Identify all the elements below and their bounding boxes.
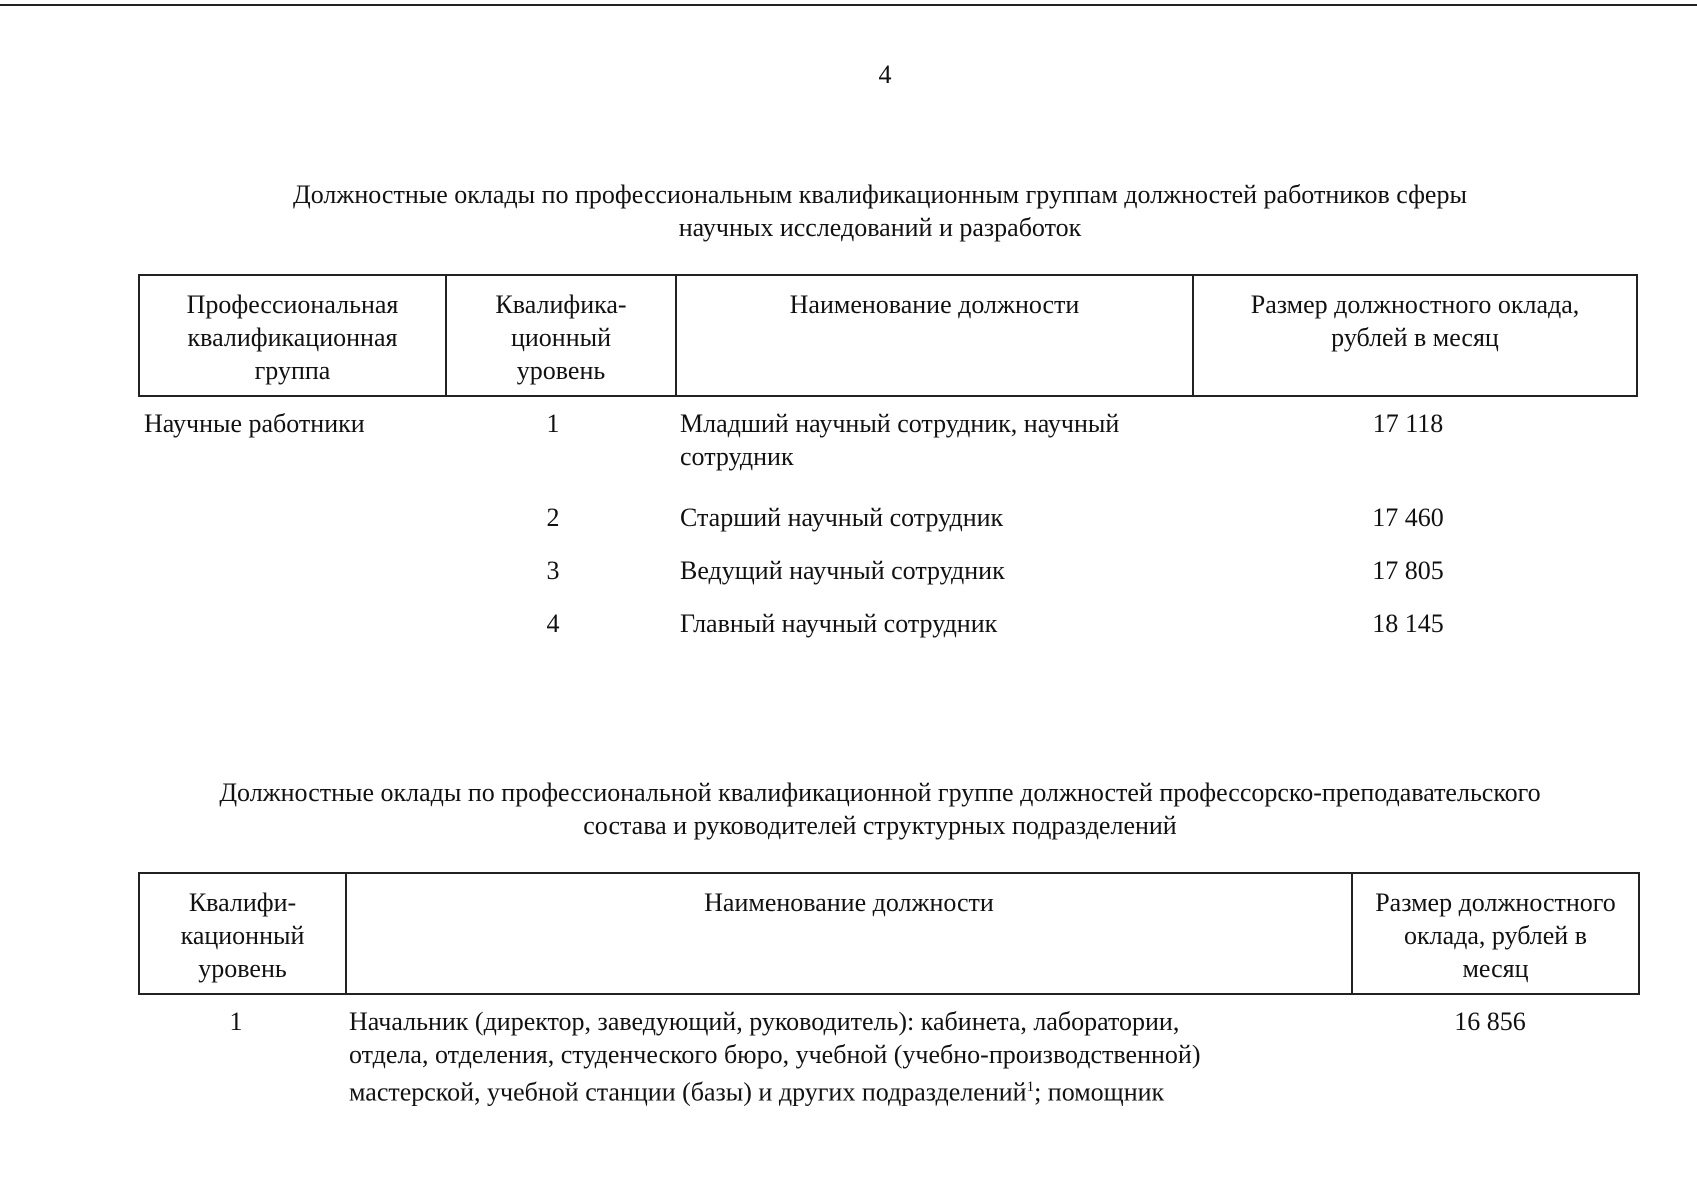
row-position xyxy=(680,407,1200,473)
header-position xyxy=(347,874,1353,993)
header-line: уровень xyxy=(516,356,606,385)
row-position: Старший научный сотрудник xyxy=(680,503,1004,532)
position-line: Начальник (директор, заведующий, руководитель): кабинета, лаборатории, xyxy=(349,1007,1180,1036)
header-line: Наименование должности xyxy=(789,290,1080,319)
header-line: Квалифи- xyxy=(188,888,297,917)
position-line-last xyxy=(349,1071,1349,1109)
header-salary xyxy=(1194,276,1636,395)
footnote-marker: 1 xyxy=(1026,1079,1035,1095)
row-position: Главный научный сотрудник xyxy=(680,609,998,638)
header-line: рублей в месяц xyxy=(1331,323,1499,352)
header-line: Наименование должности xyxy=(704,888,994,917)
section2-table-header xyxy=(138,872,1640,995)
row-salary: 17 805 xyxy=(1372,556,1444,585)
section1-table-header xyxy=(138,274,1638,397)
row-level: 3 xyxy=(546,556,560,585)
header-line: кационный xyxy=(180,921,305,950)
group-name: Научные работники xyxy=(144,409,365,438)
row-level: 4 xyxy=(546,609,560,638)
position-text: мастерской, учебной станции (базы) и других подразделений xyxy=(349,1077,1027,1107)
header-level xyxy=(140,874,347,993)
header-group xyxy=(140,276,447,395)
section2-title-line: Должностные оклады по профессиональной квалификационной группе должностей профессорско-преподавательского xyxy=(219,778,1541,807)
top-rule xyxy=(0,4,1697,6)
position-line: Младший научный сотрудник, научный xyxy=(680,409,1120,438)
header-line: Профессиональная xyxy=(186,290,399,319)
header-line: ционный xyxy=(510,323,612,352)
row-level: 1 xyxy=(229,1007,243,1036)
row-position: Ведущий научный сотрудник xyxy=(680,556,1005,585)
header-line: месяц xyxy=(1462,954,1529,983)
row-salary: 17 118 xyxy=(1372,409,1444,438)
row-level: 1 xyxy=(546,409,560,438)
header-line: уровень xyxy=(198,954,287,983)
position-line: отдела, отделения, студенческого бюро, учебной (учебно-производственной) xyxy=(349,1040,1201,1069)
position-text-tail: ; помощник xyxy=(1034,1077,1165,1107)
section2-title-line: состава и руководителей структурных подразделений xyxy=(583,811,1177,840)
section1-title-line: научных исследований и разработок xyxy=(678,213,1082,242)
header-level xyxy=(447,276,677,395)
page-number: 4 xyxy=(878,60,892,89)
header-line: оклада, рублей в xyxy=(1403,921,1587,950)
row-salary: 16 856 xyxy=(1454,1007,1526,1036)
header-line: квалификационная xyxy=(187,323,398,352)
row-salary: 17 460 xyxy=(1372,503,1444,532)
header-line: Квалифика- xyxy=(495,290,627,319)
row-position xyxy=(349,1005,1349,1109)
header-line: Размер должностного оклада, xyxy=(1250,290,1580,319)
header-position xyxy=(677,276,1194,395)
header-salary xyxy=(1353,874,1638,993)
row-level: 2 xyxy=(546,503,560,532)
row-salary: 18 145 xyxy=(1372,609,1444,638)
position-line: сотрудник xyxy=(680,442,794,471)
section1-title xyxy=(180,178,1580,244)
section1-title-line: Должностные оклады по профессиональным квалификационным группам должностей работников сферы xyxy=(293,180,1467,209)
header-line: Размер должностного xyxy=(1375,888,1616,917)
header-line: группа xyxy=(254,356,331,385)
section2-title xyxy=(120,776,1640,842)
